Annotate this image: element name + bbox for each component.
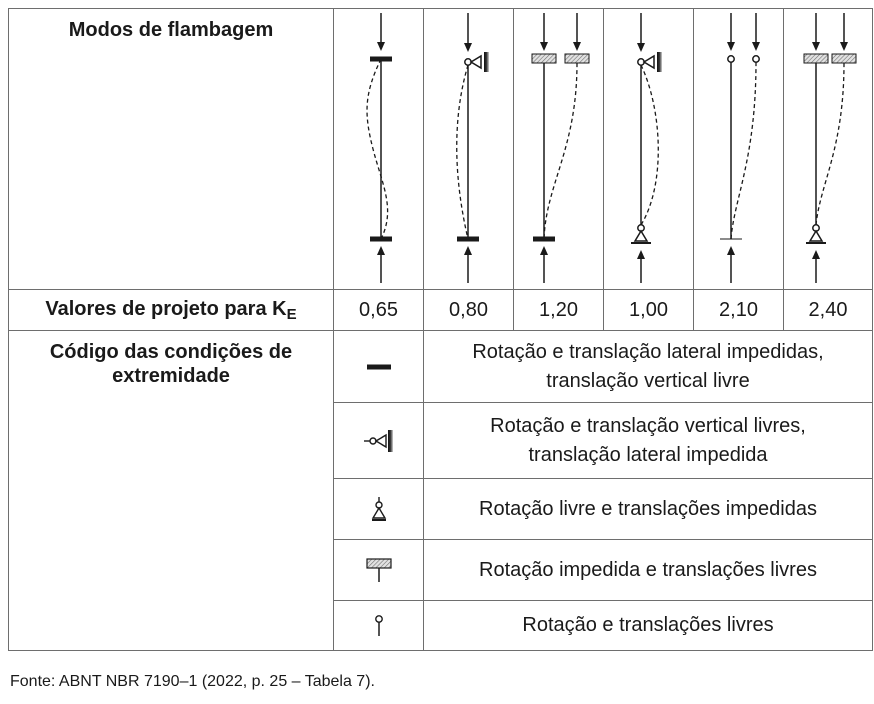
fixed-fixed-column-diagram [334, 9, 423, 289]
buckling-mode-4 [604, 9, 694, 290]
roller-wall-support-icon [362, 428, 396, 454]
fixed-roller-column-diagram [424, 9, 513, 289]
k-value-mode-4: 1,00 [604, 290, 694, 331]
end-conditions-label: Código das condições de extremidade [9, 331, 334, 651]
free-end-icon [372, 614, 386, 638]
code-symbol-2 [334, 403, 424, 479]
code-symbol-1 [334, 331, 424, 403]
code-description-5: Rotação e translações livres [424, 601, 873, 651]
fixed-slider-column-diagram [514, 9, 603, 289]
buckling-mode-3 [514, 9, 604, 290]
buckling-mode-5 [694, 9, 784, 290]
buckling-table [8, 8, 873, 651]
code-description-2: Rotação e translação vertical livres, translação lateral impedida [424, 403, 873, 479]
buckling-mode-2 [424, 9, 514, 290]
cantilever-column-diagram [694, 9, 783, 289]
buckling-modes-header: Modos de flambagem [9, 9, 334, 290]
code-symbol-4 [334, 540, 424, 601]
fixed-support-icon [364, 360, 394, 374]
buckling-mode-6 [784, 9, 873, 290]
hatched-slider-icon [365, 557, 393, 583]
pin-support-icon [369, 496, 389, 522]
pinned-roller-column-diagram [604, 9, 693, 289]
k-value-mode-1: 0,65 [334, 290, 424, 331]
code-symbol-5 [334, 601, 424, 651]
k-value-mode-3: 1,20 [514, 290, 604, 331]
code-description-4: Rotação impedida e translações livres [424, 540, 873, 601]
k-values-label: Valores de projeto para $K_E$ [9, 290, 334, 331]
code-description-3: Rotação livre e translações impedidas [424, 479, 873, 540]
code-description-1: Rotação e translação lateral impedidas, translação vertical livre [424, 331, 873, 403]
k-value-mode-5: 2,10 [694, 290, 784, 331]
buckling-mode-1 [334, 9, 424, 290]
source-caption: Fonte: ABNT NBR 7190–1 (2022, p. 25 – Tabela 7). [10, 673, 375, 690]
pinned-slider-column-diagram [784, 9, 872, 289]
k-subscript: E [286, 306, 297, 323]
code-symbol-3 [334, 479, 424, 540]
k-value-mode-6: 2,40 [784, 290, 873, 331]
k-value-mode-2: 0,80 [424, 290, 514, 331]
